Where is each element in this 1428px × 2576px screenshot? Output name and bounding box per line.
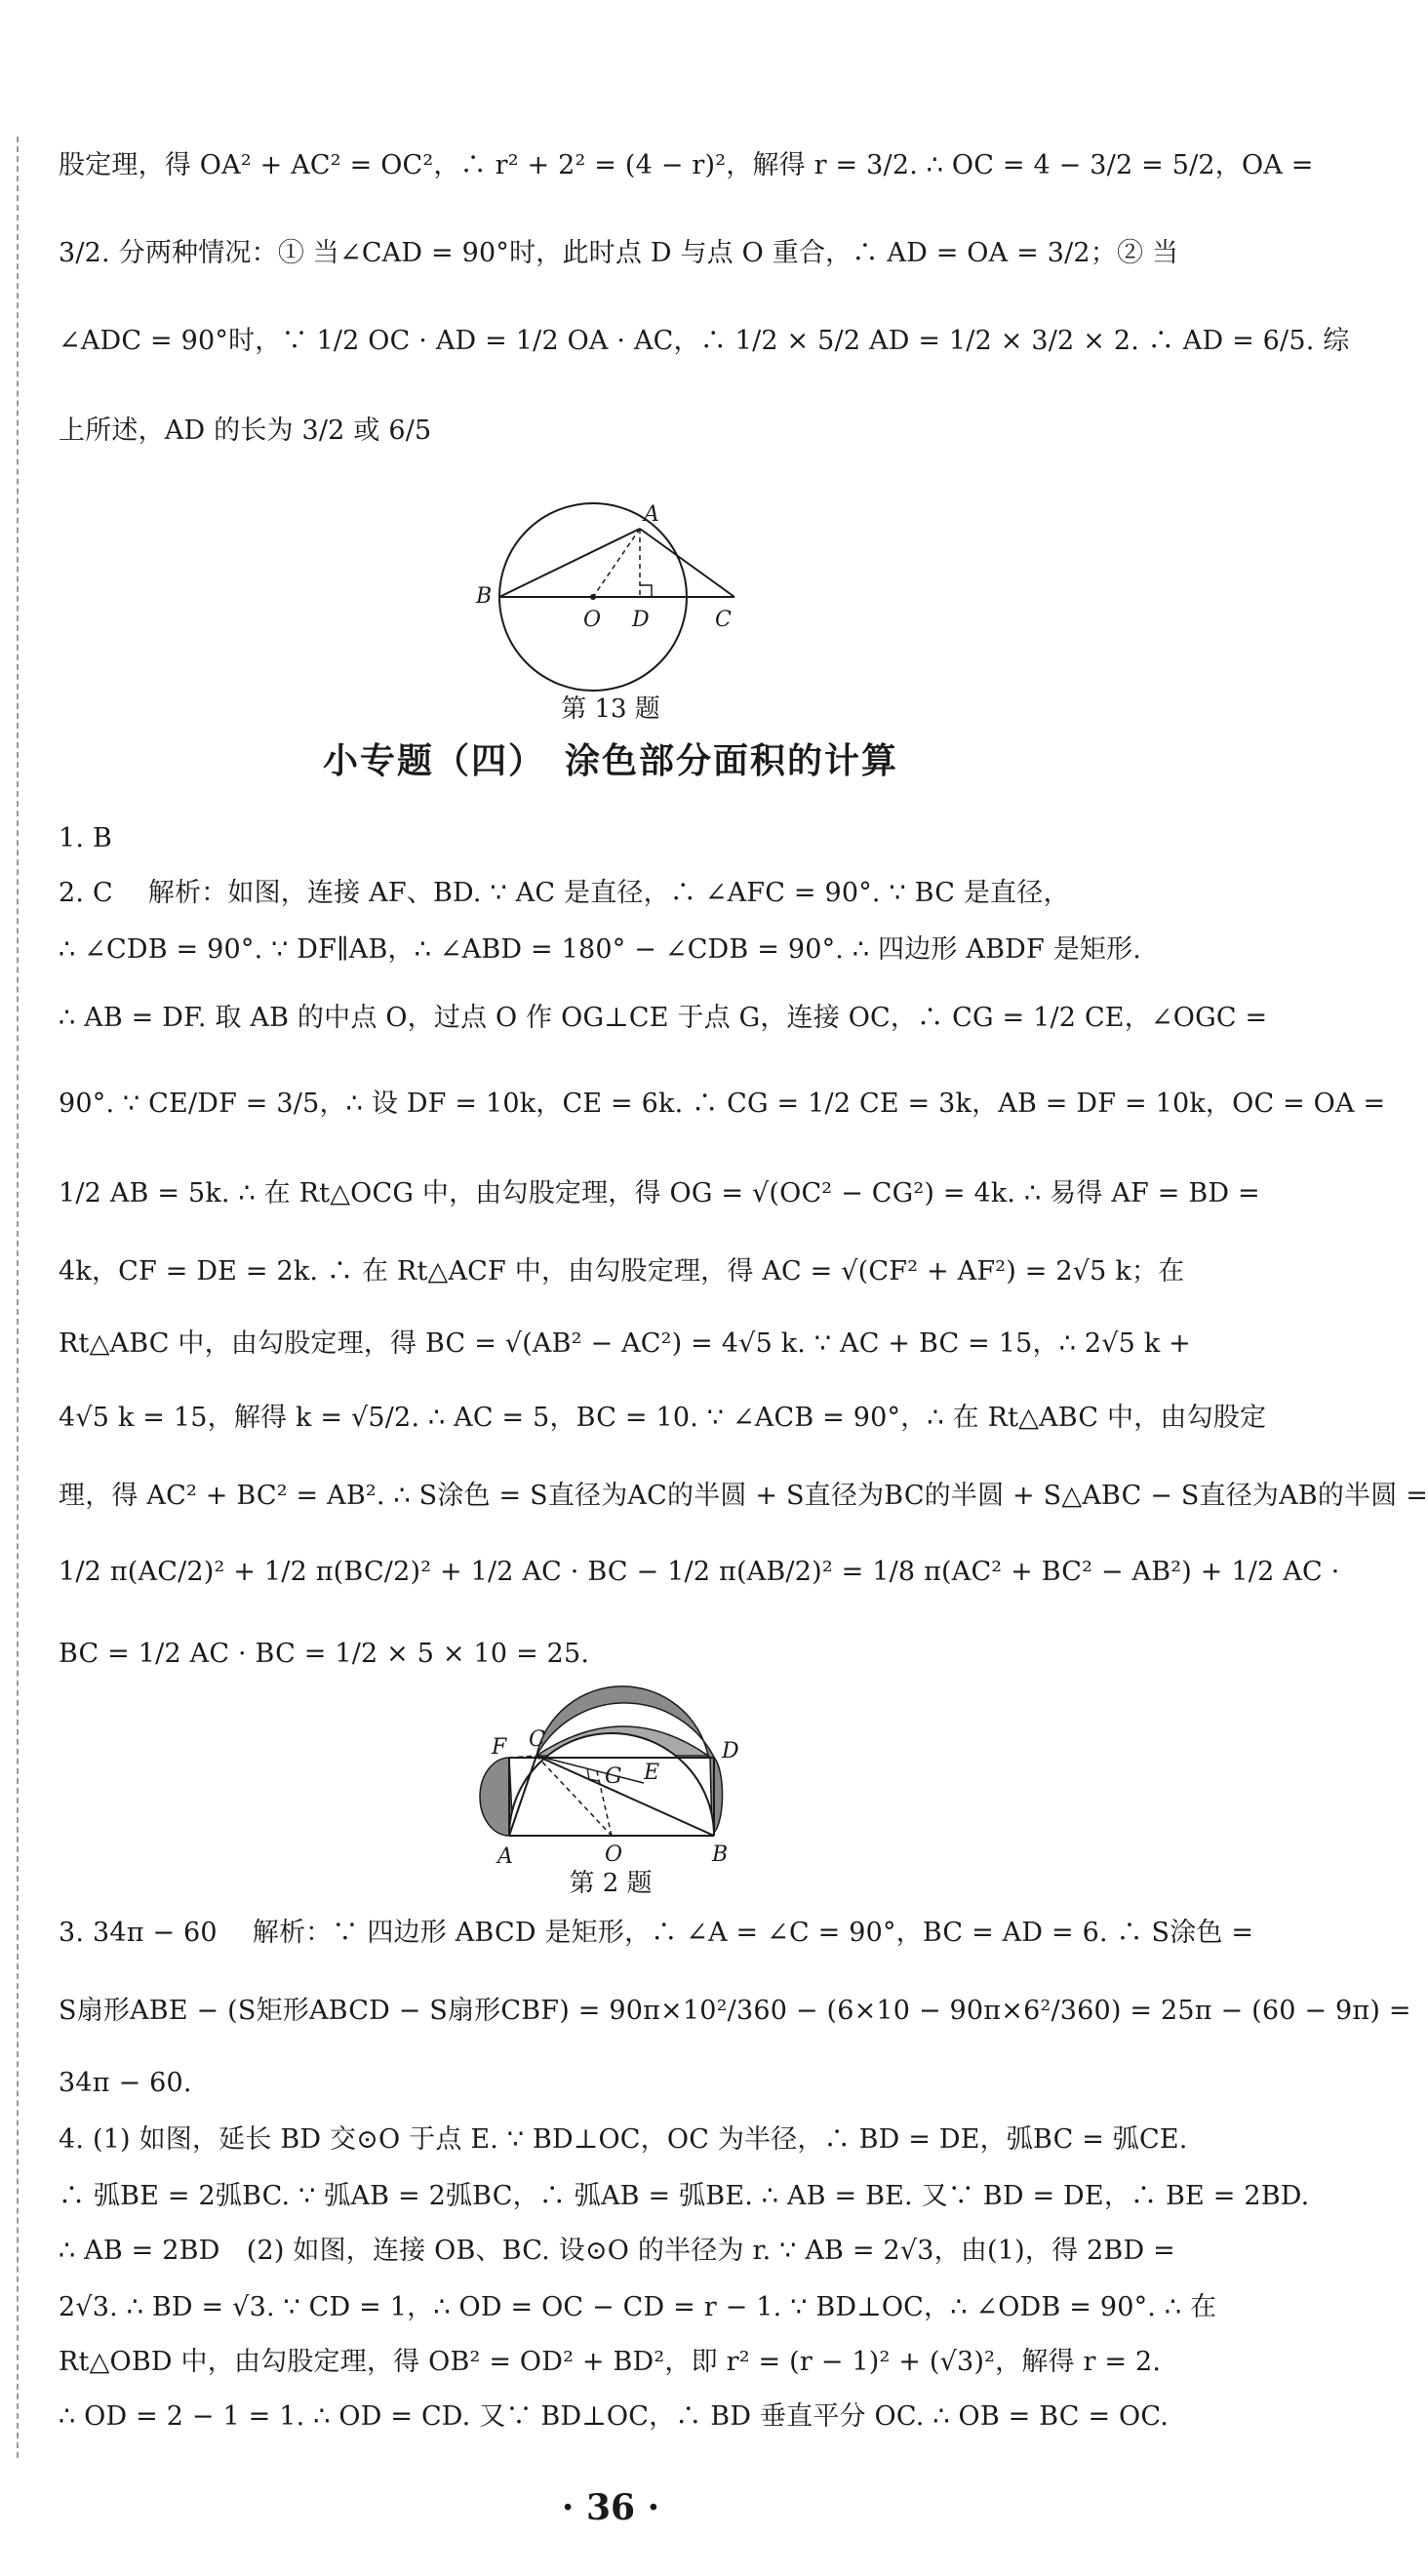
- answer-line: 3. 34π − 60 解析：∵ 四边形 ABCD 是矩形，∴ ∠A = ∠C = 90°，BC = AD = 6. ∴ S涂色 =: [59, 1918, 1254, 1948]
- answer-line: 2. C 解析：如图，连接 AF、BD. ∵ AC 是直径，∴ ∠AFC = 90°. ∵ BC 是直径，: [59, 878, 1070, 908]
- answer-line: 90°. ∵ CE/DF = 3/5，∴ 设 DF = 10k，CE = 6k. ∴ CG = 1/2 CE = 3k，AB = DF = 10k，OC = OA =: [59, 1089, 1386, 1119]
- fig13-label-b: B: [476, 584, 493, 609]
- fig13-caption: 第 13 题: [561, 694, 660, 724]
- answer-line: ∴ 弧BE = 2弧BC. ∵ 弧AB = 2弧BC，∴ 弧AB = 弧BE. ∴ AB = BE. 又∵ BD = DE，∴ BE = 2BD.: [59, 2181, 1310, 2211]
- answer-line: Rt△ABC 中，由勾股定理，得 BC = √(AB² − AC²) = 4√5 k. ∵ AC + BC = 15，∴ 2√5 k +: [59, 1328, 1191, 1359]
- answer-line: ∴ OD = 2 − 1 = 1. ∴ OD = CD. 又∵ BD⊥OC，∴ BD 垂直平分 OC. ∴ OB = BC = OC.: [59, 2401, 1170, 2432]
- fig2-label-f: F: [492, 1735, 507, 1760]
- answer-line: BC = 1/2 AC · BC = 1/2 × 5 × 10 = 25.: [59, 1639, 590, 1669]
- fig2-label-o: O: [605, 1843, 623, 1867]
- fig2-label-b: B: [712, 1843, 729, 1867]
- fig2-caption: 第 2 题: [569, 1869, 653, 1898]
- answer-line: ∴ AB = 2BD (2) 如图，连接 OB、BC. 设⊙O 的半径为 r. ∵ AB = 2√3，由(1)，得 2BD =: [59, 2236, 1175, 2266]
- fig13-label-c: C: [715, 608, 732, 632]
- fig2-label-e: E: [644, 1761, 660, 1785]
- fig13-label-o: O: [583, 608, 602, 632]
- fig2-label-d: D: [722, 1739, 739, 1764]
- section-title: 小专题（四） 涂色部分面积的计算: [322, 741, 898, 781]
- page-number: · 36 ·: [561, 2487, 660, 2528]
- text-line: ∠ADC = 90°时，∵ 1/2 OC · AD = 1/2 OA · AC，∴ 1/2 × 5/2 AD = 1/2 × 3/2 × 2. ∴ AD = 6/5. 综: [59, 326, 1350, 356]
- fig2-label-c: C: [529, 1727, 545, 1752]
- answer-line: S扇形ABE − (S矩形ABCD − S扇形CBF) = 90π×10²/360 − (6×10 − 90π×6²/360) = 25π − (60 − 9π) =: [59, 1996, 1411, 2026]
- figure-13: [468, 495, 761, 691]
- answer-line: 4. (1) 如图，延长 BD 交⊙O 于点 E. ∵ BD⊥OC，OC 为半径，∴ BD = DE，弧BC = 弧CE.: [59, 2124, 1188, 2155]
- answer-line: 1/2 AB = 5k. ∴ 在 Rt△OCG 中，由勾股定理，得 OG = √(OC² − CG²) = 4k. ∴ 易得 AF = BD =: [59, 1178, 1260, 1209]
- fig2-label-g: G: [605, 1764, 622, 1789]
- fig2-label-a: A: [497, 1844, 513, 1869]
- answer-line: 1/2 π(AC/2)² + 1/2 π(BC/2)² + 1/2 AC · BC − 1/2 π(AB/2)² = 1/8 π(AC² + BC² − AB²) + 1/2 AC ·: [59, 1557, 1340, 1587]
- answer-line: ∴ AB = DF. 取 AB 的中点 O，过点 O 作 OG⊥CE 于点 G，连接 OC，∴ CG = 1/2 CE，∠OGC =: [59, 1003, 1268, 1033]
- answer-line: 2√3. ∴ BD = √3. ∵ CD = 1，∴ OD = OC − CD = r − 1. ∵ BD⊥OC，∴ ∠ODB = 90°. ∴ 在: [59, 2292, 1217, 2322]
- answer-line: 34π − 60.: [59, 2068, 192, 2098]
- fig13-label-d: D: [632, 608, 650, 632]
- answer-line: 理，得 AC² + BC² = AB². ∴ S涂色 = S直径为AC的半圆 + S直径为BC的半圆 + S△ABC − S直径为AB的半圆 =: [59, 1481, 1428, 1511]
- text-line: 股定理，得 OA² + AC² = OC²，∴ r² + 2² = (4 − r)²，解得 r = 3/2. ∴ OC = 4 − 3/2 = 5/2，OA =: [59, 150, 1314, 180]
- fig13-label-a: A: [644, 502, 659, 527]
- answer-line: 4k，CF = DE = 2k. ∴ 在 Rt△ACF 中，由勾股定理，得 AC = √(CF² + AF²) = 2√5 k；在: [59, 1256, 1185, 1287]
- text-line: 上所述，AD 的长为 3/2 或 6/5: [59, 416, 432, 446]
- answer-line: ∴ ∠CDB = 90°. ∵ DF∥AB，∴ ∠ABD = 180° − ∠CDB = 90°. ∴ 四边形 ABDF 是矩形.: [59, 934, 1142, 965]
- answer-line: Rt△OBD 中，由勾股定理，得 OB² = OD² + BD²，即 r² = (r − 1)² + (√3)²，解得 r = 2.: [59, 2347, 1162, 2377]
- text-line: 3/2. 分两种情况：① 当∠CAD = 90°时，此时点 D 与点 O 重合，∴ AD = OA = 3/2；② 当: [59, 238, 1179, 268]
- figure-2: [478, 1697, 751, 1873]
- answer-line: 1. B: [59, 823, 112, 853]
- binding-margin-line: [17, 137, 19, 2458]
- answer-line: 4√5 k = 15，解得 k = √5/2. ∴ AC = 5，BC = 10. ∵ ∠ACB = 90°，∴ 在 Rt△ABC 中，由勾股定: [59, 1403, 1267, 1433]
